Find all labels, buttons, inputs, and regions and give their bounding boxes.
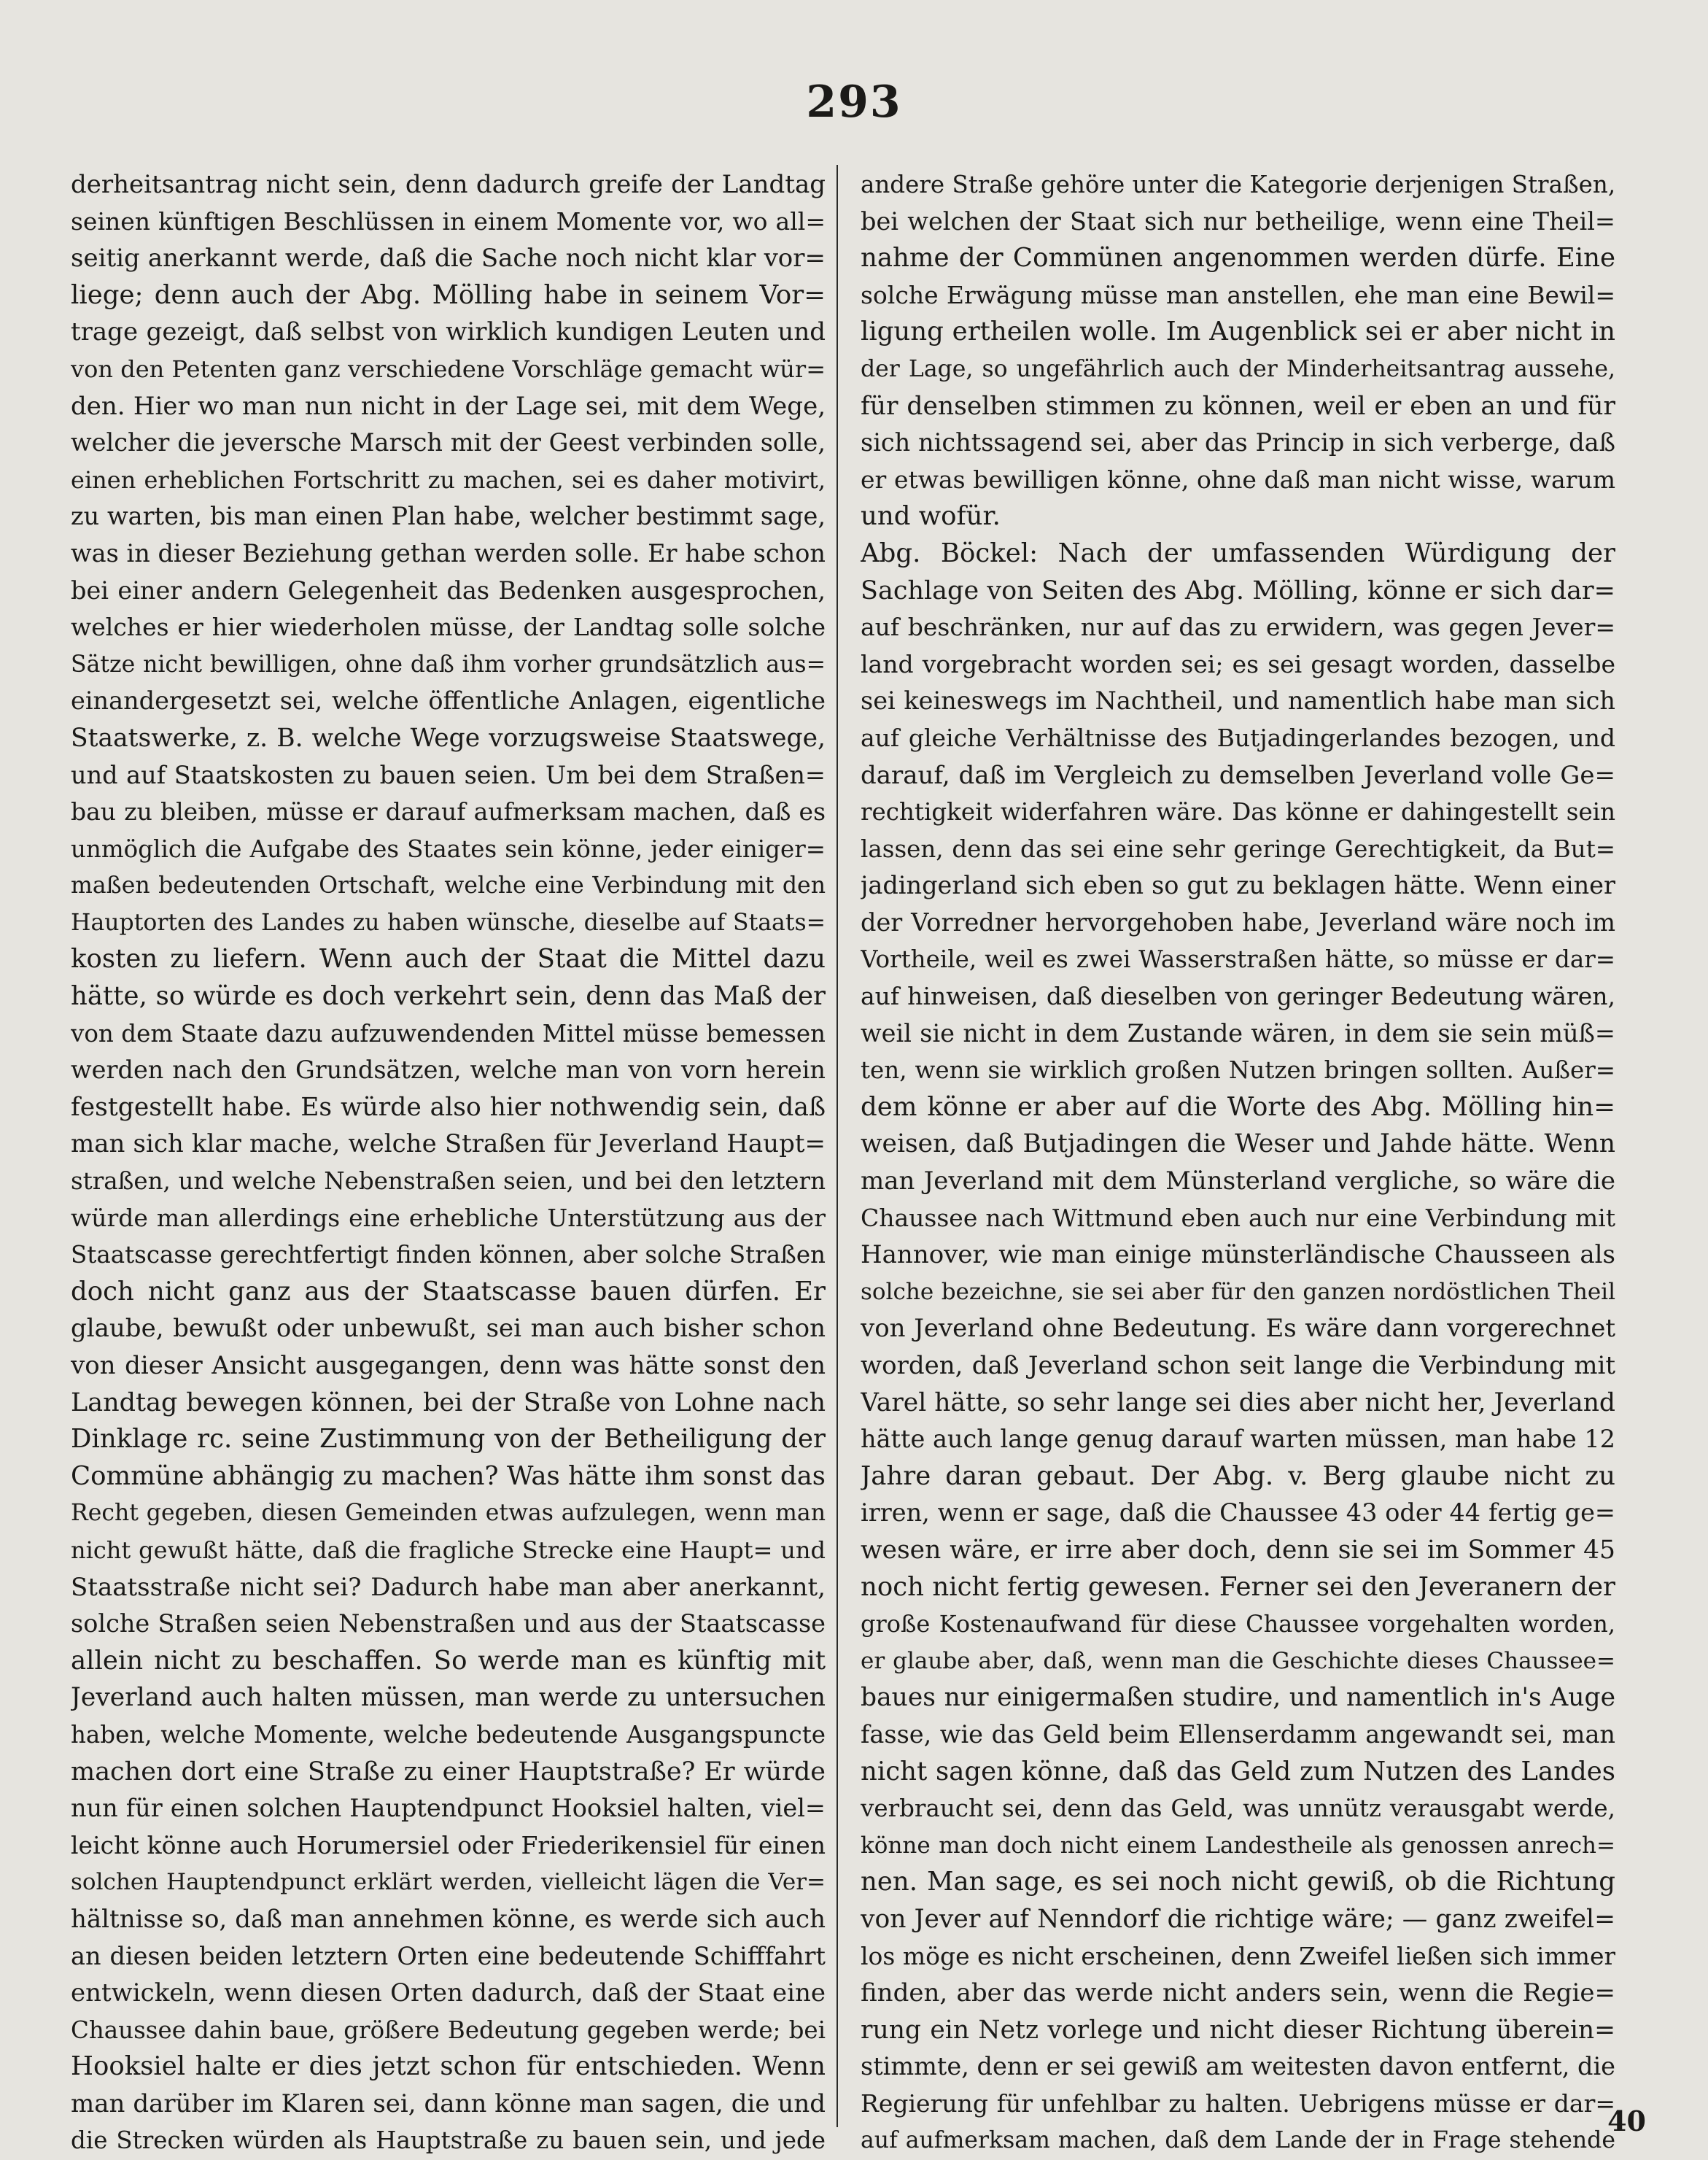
text-line: solchen Hauptendpunct erklärt werden, vielleicht lägen die Ver= <box>71 1869 826 1896</box>
text-line: rung ein Netz vorlege und nicht dieser Richtung überein= <box>861 2015 1615 2045</box>
text-line: andere Straße gehöre unter die Kategorie derjenigen Straßen, <box>861 171 1615 198</box>
text-line: verbraucht sei, denn das Geld, was unnütz verausgabt werde, <box>861 1795 1615 1823</box>
text-line: machen dort eine Straße zu einer Hauptstraße? Er würde <box>71 1757 826 1787</box>
text-line: nicht sagen könne, daß das Geld zum Nutzen des Landes <box>861 1756 1615 1787</box>
text-line: solche Straßen seien Nebenstraßen und aus der Staatscasse <box>71 1609 826 1638</box>
text-line: Recht gegeben, diesen Gemeinden etwas aufzulegen, wenn man <box>71 1500 826 1527</box>
text-line: Staatswerke, z. B. welche Wege vorzugsweise Staatswege, <box>71 723 826 753</box>
text-line: hätte, so würde es doch verkehrt sein, denn das Maß der <box>71 981 826 1012</box>
text-line: Hannover, wie man einige münsterländische Chausseen als <box>861 1240 1615 1270</box>
text-line: könne man doch nicht einem Landestheile als genossen anrech= <box>861 1832 1615 1859</box>
text-line: noch nicht fertig gewesen. Ferner sei den Jeveranern der <box>861 1571 1615 1602</box>
text-line: bei einer andern Gelegenheit das Bedenken ausgesprochen, <box>71 576 826 605</box>
text-line: welcher die jeversche Marsch mit der Geest verbinden solle, <box>71 428 826 457</box>
text-line: worden, daß Jeverland schon seit lange die Verbindung mit <box>861 1351 1615 1380</box>
text-line: irren, wenn er sage, daß die Chaussee 43 oder 44 fertig ge= <box>861 1498 1615 1528</box>
text-line: ligung ertheilen wolle. Im Augenblick sei er aber nicht in <box>861 317 1615 347</box>
text-line: weisen, daß Butjadingen die Weser und Jahde hätte. Wenn <box>861 1129 1615 1159</box>
text-line: wesen wäre, er irre aber doch, denn sie sei im Sommer 45 <box>861 1535 1615 1565</box>
text-line: unmöglich die Aufgabe des Staates sein könne, jeder einiger= <box>71 835 826 863</box>
text-line: er etwas bewilligen könne, ohne daß man nicht wisse, warum <box>861 465 1615 494</box>
text-line: derheitsantrag nicht sein, denn dadurch greife der Landtag <box>71 170 826 199</box>
text-line: jadingerland sich eben so gut zu beklagen hätte. Wenn einer <box>861 871 1615 900</box>
text-line: von den Petenten ganz verschiedene Vorschläge gemacht wür= <box>71 355 826 383</box>
text-line: und auf Staatskosten zu bauen seien. Um bei dem Straßen= <box>71 760 826 789</box>
text-line: auf beschränken, nur auf das zu erwidern, was gegen Jever= <box>861 613 1615 642</box>
text-line: Jahre daran gebaut. Der Abg. v. Berg glaube nicht zu <box>861 1460 1615 1491</box>
text-line: große Kostenaufwand für diese Chaussee vorgehalten worden, <box>861 1610 1615 1638</box>
text-line: Sachlage von Seiten des Abg. Mölling, könne er sich dar= <box>861 576 1615 605</box>
text-line: einandergesetzt sei, welche öffentliche Anlagen, eigentliche <box>71 686 826 716</box>
text-line: man darüber im Klaren sei, dann könne man sagen, die und <box>71 2089 826 2118</box>
text-line: solche Erwägung müsse man anstellen, ehe man eine Bewil= <box>861 280 1615 309</box>
text-line: Hauptorten des Landes zu haben wünsche, dieselbe auf Staats= <box>71 909 826 936</box>
text-line: allein nicht zu beschaffen. So werde man es künftig mit <box>71 1645 826 1676</box>
text-line: von dem Staate dazu aufzuwendenden Mittel müsse bemessen <box>71 1019 826 1048</box>
text-line: man Jeverland mit dem Münsterland vergliche, so wäre die <box>861 1166 1615 1196</box>
text-line: werden nach den Grundsätzen, welche man von vorn herein <box>71 1056 826 1085</box>
text-line: maßen bedeutenden Ortschaft, welche eine Verbindung mit den <box>71 872 826 899</box>
text-line: trage gezeigt, daß selbst von wirklich kundigen Leuten und <box>71 317 826 347</box>
text-line: sei keineswegs im Nachtheil, und namentlich habe man sich <box>861 686 1615 716</box>
text-line: baues nur einigermaßen studire, und namentlich in's Auge <box>861 1683 1615 1713</box>
text-line: was in dieser Beziehung gethan werden solle. Er habe schon <box>71 538 826 568</box>
text-line: glaube, bewußt oder unbewußt, sei man auch bisher schon <box>71 1314 826 1344</box>
text-line: man sich klar mache, welche Straßen für Jeverland Haupt= <box>71 1129 826 1159</box>
text-line: haben, welche Momente, welche bedeutende Ausgangspuncte <box>71 1720 826 1749</box>
text-line: der Vorredner hervorgehoben habe, Jeverland wäre noch im <box>861 907 1615 937</box>
text-line: Sätze nicht bewilligen, ohne daß ihm vorher grundsätzlich aus= <box>71 651 826 678</box>
page-number: 293 <box>806 77 902 128</box>
text-line: und wofür. <box>861 501 1001 532</box>
text-line: für denselben stimmen zu können, weil er eben an und für <box>861 391 1615 421</box>
text-line: bei welchen der Staat sich nur betheilige, wenn eine Theil= <box>861 206 1615 236</box>
text-line: Staatsstraße nicht sei? Dadurch habe man aber anerkannt, <box>71 1572 826 1602</box>
text-line: festgestellt habe. Es würde also hier nothwendig sein, daß <box>71 1092 826 1122</box>
text-line: den. Hier wo man nun nicht in der Lage sei, mit dem Wege, <box>71 391 826 421</box>
right-column <box>861 166 1615 2159</box>
text-line: stimmte, denn er sei gewiß am weitesten davon entfernt, die <box>861 2052 1615 2081</box>
left-column <box>71 166 826 2159</box>
text-line: doch nicht ganz aus der Staatscasse bauen dürfen. Er <box>71 1276 826 1307</box>
text-line: finden, aber das werde nicht anders sein, wenn die Regie= <box>861 1978 1615 2008</box>
text-line: einen erheblichen Fortschritt zu machen, sei es daher motivirt, <box>71 465 826 494</box>
text-line: nen. Man sage, es sei noch nicht gewiß, ob die Richtung <box>861 1867 1615 1897</box>
text-line: Staatscasse gerechtfertigt finden können, aber solche Straßen <box>71 1241 826 1269</box>
text-line: Abg. Böckel: Nach der umfassenden Würdigung der <box>861 538 1615 568</box>
text-line: auf gleiche Verhältnisse des Butjadingerlandes bezogen, und <box>861 723 1615 752</box>
text-line: rechtigkeit widerfahren wäre. Das könne er dahingestellt sein <box>861 798 1615 827</box>
text-line: Jeverland auch halten müssen, man werde zu untersuchen <box>71 1683 826 1713</box>
text-line: leicht könne auch Horumersiel oder Friederikensiel für einen <box>71 1830 826 1859</box>
text-line: die Strecken würden als Hauptstraße zu bauen sein, und jede <box>71 2126 826 2155</box>
text-line: auf hinweisen, daß dieselben von geringer Bedeutung wären, <box>861 982 1615 1011</box>
text-line: lassen, denn das sei eine sehr geringe Gerechtigkeit, da But= <box>861 835 1615 863</box>
text-line: hältnisse so, daß man annehmen könne, es werde sich auch <box>71 1904 826 1934</box>
text-line: hätte auch lange genug darauf warten müssen, man habe 12 <box>861 1425 1615 1454</box>
text-line: welches er hier wiederholen müsse, der Landtag solle solche <box>71 613 826 642</box>
text-line: entwickeln, wenn diesen Orten dadurch, daß der Staat eine <box>71 1978 826 2008</box>
text-line: Chaussee dahin baue, größere Bedeutung gegeben werde; bei <box>71 2016 826 2044</box>
text-line: bau zu bleiben, müsse er darauf aufmerksam machen, daß es <box>71 797 826 827</box>
text-line: von Jever auf Nenndorf die richtige wäre; — ganz zweifel= <box>861 1904 1615 1934</box>
text-line: land vorgebracht worden sei; es sei gesagt worden, dasselbe <box>861 649 1615 678</box>
text-line: Varel hätte, so sehr lange sei dies aber nicht her, Jeverland <box>861 1387 1615 1417</box>
text-line: liege; denn auch der Abg. Mölling habe in seinem Vor= <box>71 279 826 310</box>
text-line: nun für einen solchen Hauptendpunct Hooksiel halten, viel= <box>71 1794 826 1823</box>
text-line: seitig anerkannt werde, daß die Sache noch nicht klar vor= <box>71 244 826 274</box>
text-line: Chaussee nach Wittmund eben auch nur eine Verbindung mit <box>861 1203 1615 1232</box>
text-line: von dieser Ansicht ausgegangen, denn was hätte sonst den <box>71 1351 826 1380</box>
text-line: kosten zu liefern. Wenn auch der Staat die Mittel dazu <box>71 944 826 975</box>
column-divider <box>836 165 838 2127</box>
text-line: straßen, und welche Nebenstraßen seien, und bei den letztern <box>71 1167 826 1196</box>
text-line: sich nichtssagend sei, aber das Princip in sich verberge, daß <box>861 428 1615 457</box>
text-line: Dinklage rc. seine Zustimmung von der Betheiligung der <box>71 1424 826 1455</box>
text-line: seinen künftigen Beschlüssen in einem Momente vor, wo all= <box>71 206 826 236</box>
text-line: Landtag bewegen können, bei der Straße von Lohne nach <box>71 1387 826 1417</box>
text-line: nahme der Commünen angenommen werden dürfe. Eine <box>861 243 1615 274</box>
text-line: auf aufmerksam machen, daß dem Lande der in Frage stehende <box>861 2127 1615 2154</box>
text-line: an diesen beiden letztern Orten eine bedeutende Schifffahrt <box>71 1941 826 1970</box>
text-line: er glaube aber, daß, wenn man die Geschichte dieses Chaussee= <box>861 1647 1615 1674</box>
text-line: dem könne er aber auf die Worte des Abg. Mölling hin= <box>861 1091 1615 1122</box>
text-line: Vortheile, weil es zwei Wasserstraßen hätte, so müsse er dar= <box>861 945 1615 974</box>
text-line: der Lage, so ungefährlich auch der Minderheitsantrag aussehe, <box>861 355 1615 382</box>
text-line: würde man allerdings eine erhebliche Unterstützung aus der <box>71 1203 826 1232</box>
signature-mark: 40 <box>1607 2105 1646 2137</box>
text-line: darauf, daß im Vergleich zu demselben Jeverland volle Ge= <box>861 760 1615 790</box>
text-line: los möge es nicht erscheinen, denn Zweifel ließen sich immer <box>861 1941 1615 1970</box>
text-line: fasse, wie das Geld beim Ellenserdamm angewandt sei, man <box>861 1719 1615 1749</box>
text-line: ten, wenn sie wirklich großen Nutzen bringen sollten. Außer= <box>861 1056 1615 1085</box>
text-line: Regierung für unfehlbar zu halten. Uebrigens müsse er dar= <box>861 2089 1615 2118</box>
text-line: von Jeverland ohne Bedeutung. Es wäre dann vorgerechnet <box>861 1314 1615 1344</box>
text-line: Hooksiel halte er dies jetzt schon für entschieden. Wenn <box>71 2051 826 2082</box>
text-line: weil sie nicht in dem Zustande wären, in dem sie sein müß= <box>861 1018 1615 1048</box>
text-line: solche bezeichne, sie sei aber für den ganzen nordöstlichen Theil <box>861 1278 1615 1305</box>
text-line: zu warten, bis man einen Plan habe, welcher bestimmt sage, <box>71 502 826 531</box>
text-line: Commüne abhängig zu machen? Was hätte ihm sonst das <box>71 1460 826 1491</box>
text-line: nicht gewußt hätte, daß die fragliche Strecke eine Haupt= und <box>71 1536 826 1564</box>
